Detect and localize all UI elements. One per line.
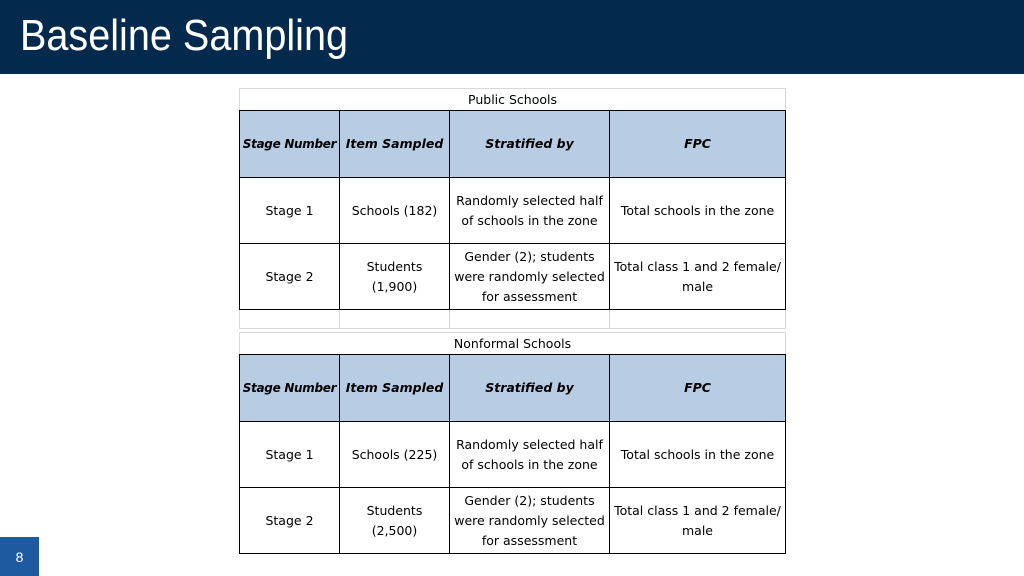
table-cell: Randomly selected half of schools in the zone [450,422,610,488]
column-header-item-sampled: Item Sampled [340,355,450,422]
column-header-stratified-by: Stratified by [450,111,610,178]
nonformal-schools-table [239,332,786,554]
column-header-stage-number: Stage Number [240,355,340,422]
column-header-item-sampled: Item Sampled [340,111,450,178]
table-row [240,244,786,310]
table-cell: Gender (2); students were randomly selected for assessment [450,244,610,310]
table-cell: Schools (225) [340,422,450,488]
table-cell: Schools (182) [340,178,450,244]
table-cell: Students (1,900) [340,244,450,310]
table-caption: Nonformal Schools [240,333,786,355]
table-cell: Total schools in the zone [610,178,786,244]
table-header-row [240,111,786,178]
table-cell: Randomly selected half of schools in the zone [450,178,610,244]
table-cell: Stage 2 [240,488,340,554]
table-caption-row [240,333,786,355]
table-row [240,178,786,244]
column-header-fpc: FPC [610,355,786,422]
table-cell: Students (2,500) [340,488,450,554]
table-cell: Total class 1 and 2 female/ male [610,488,786,554]
empty-cell [450,310,610,329]
table-cell: Stage 1 [240,422,340,488]
table-cell: Gender (2); students were randomly selected for assessment [450,488,610,554]
column-header-fpc: FPC [610,111,786,178]
table-row [240,488,786,554]
empty-cell [610,310,786,329]
public-schools-table [239,88,786,329]
column-header-stage-number: Stage Number [240,111,340,178]
table-caption: Public Schools [240,89,786,111]
table-caption-row [240,89,786,111]
spacer-row [240,310,786,329]
page-number-badge: 8 [0,537,39,576]
slide-header [0,0,1024,74]
slide-title: Baseline Sampling [20,11,349,60]
table-cell: Stage 2 [240,244,340,310]
column-header-stratified-by: Stratified by [450,355,610,422]
empty-cell [240,310,340,329]
table-cell: Stage 1 [240,178,340,244]
table-header-row [240,355,786,422]
table-cell: Total schools in the zone [610,422,786,488]
table-row [240,422,786,488]
empty-cell [340,310,450,329]
table-cell: Total class 1 and 2 female/ male [610,244,786,310]
